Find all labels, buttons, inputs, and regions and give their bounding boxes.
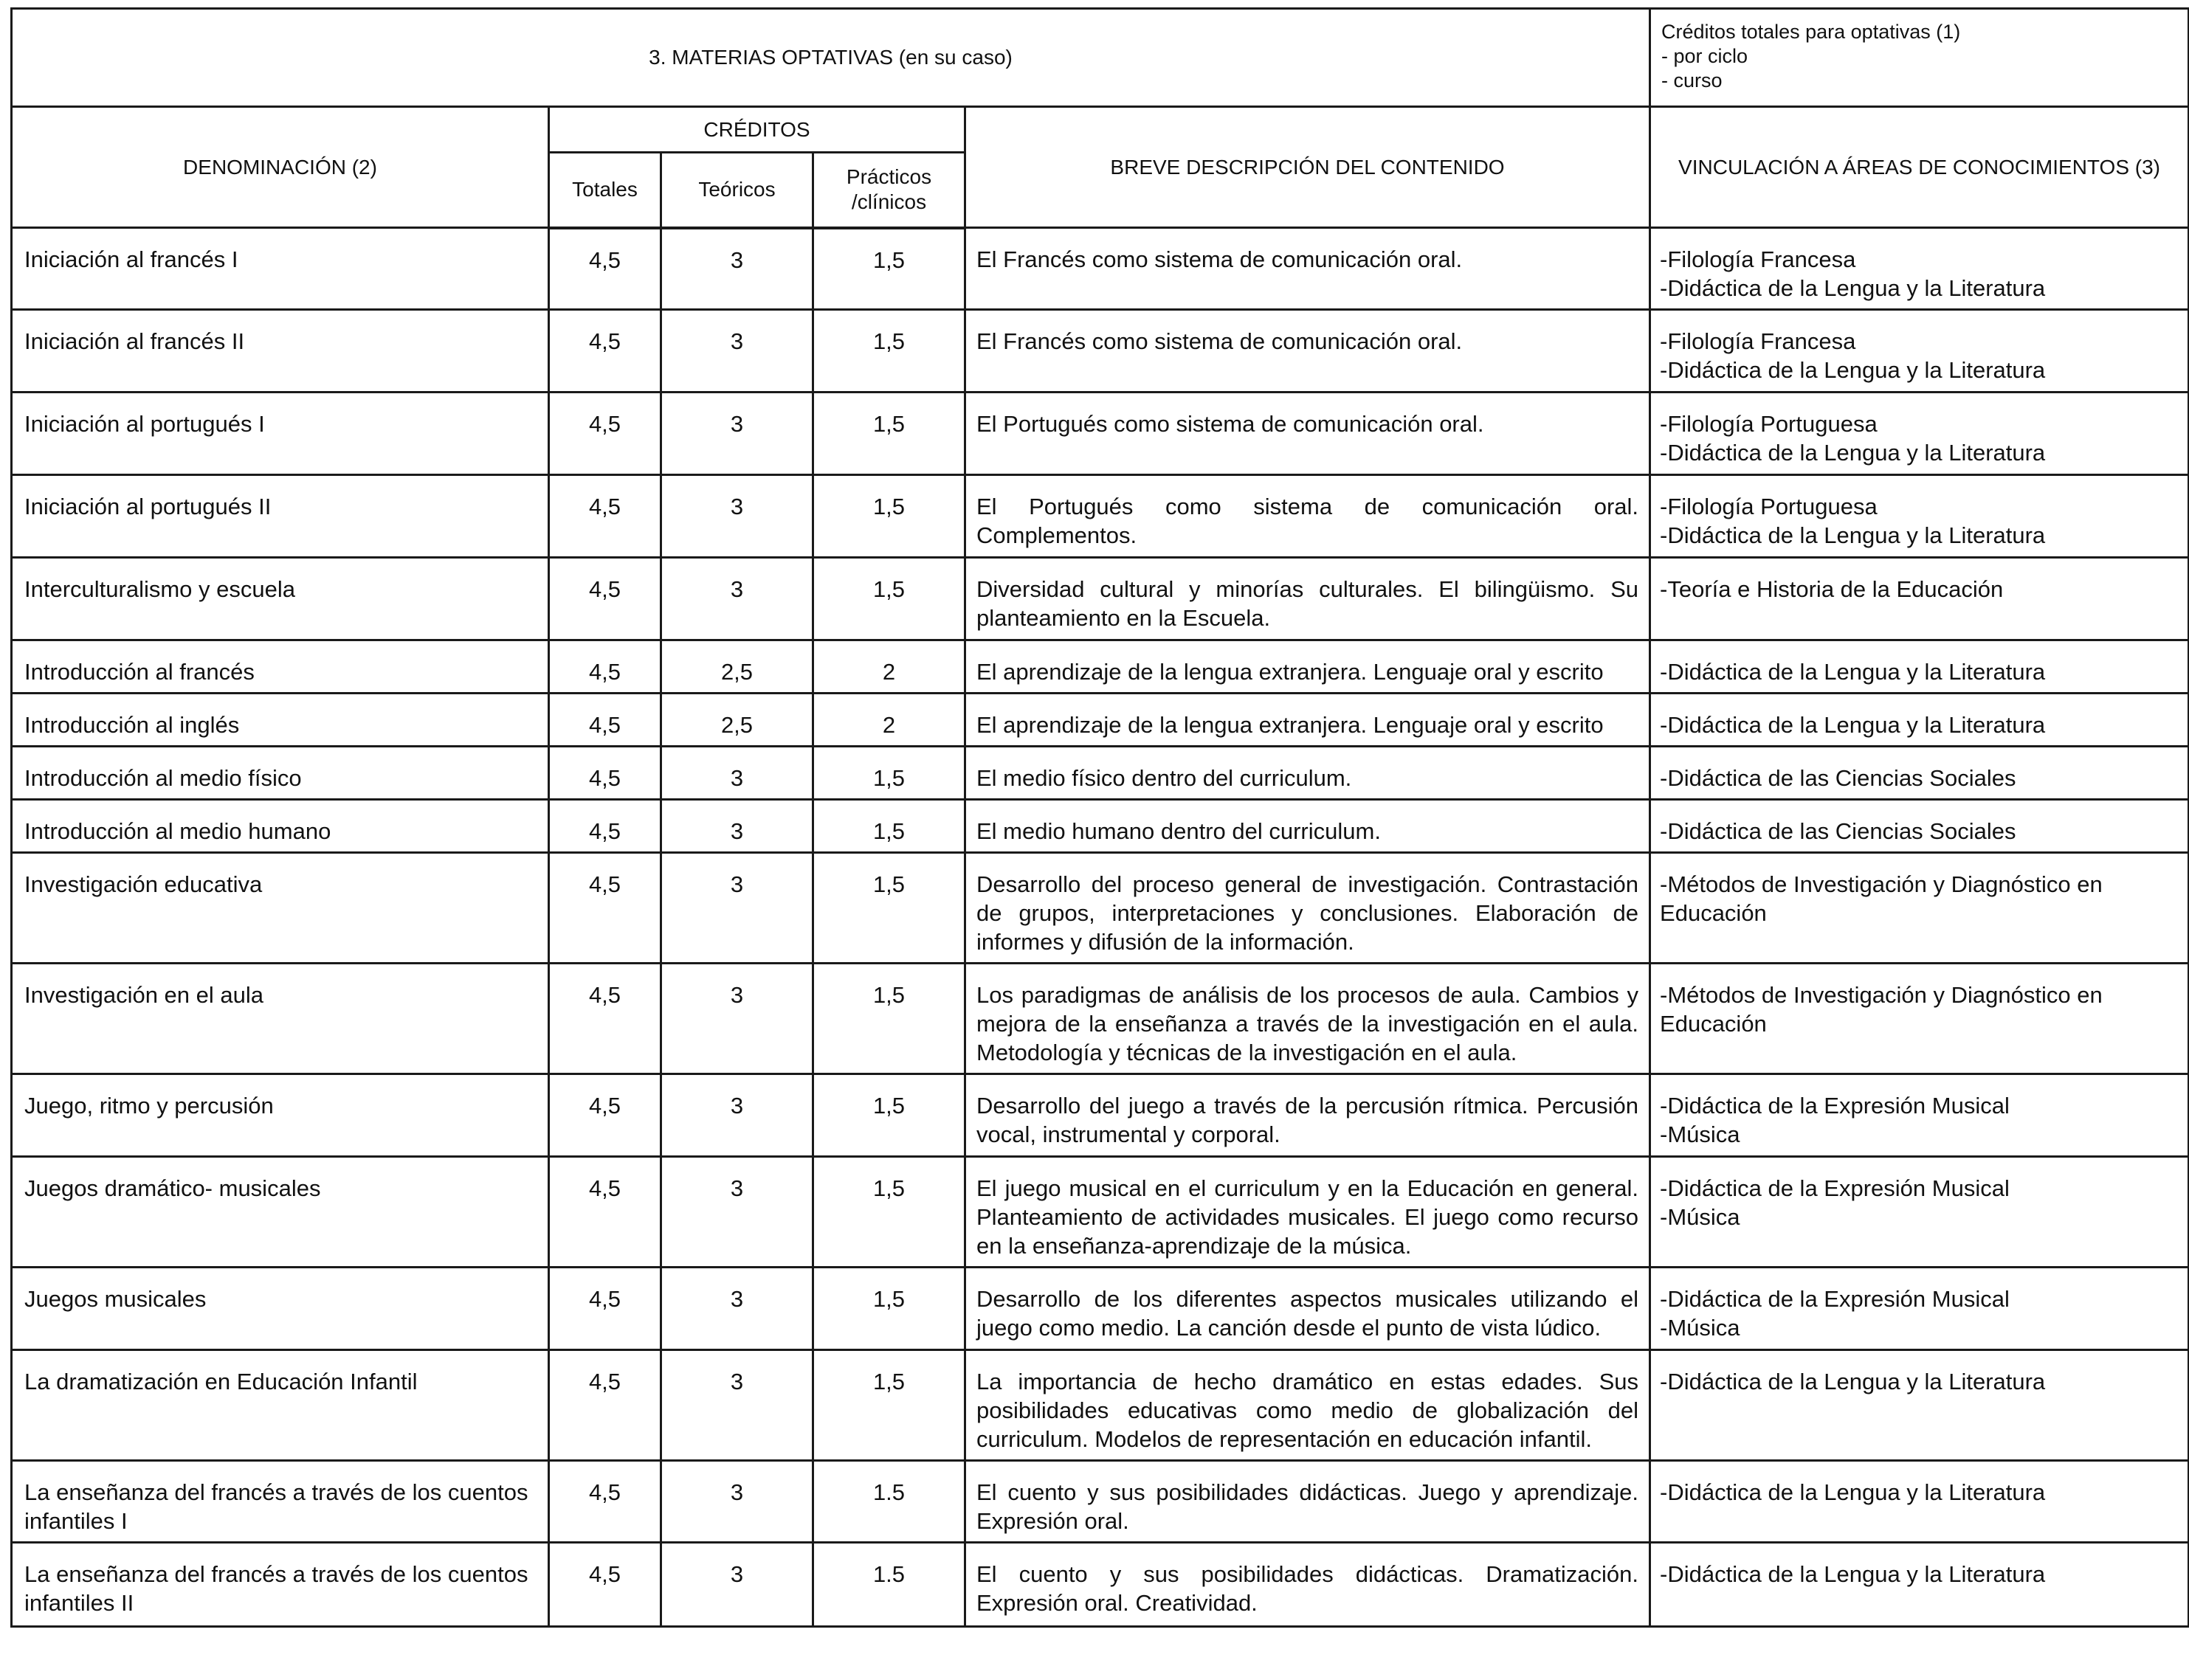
table-row	[12, 1461, 2189, 1543]
knowledge-areas	[1650, 1461, 2189, 1543]
credits-practicos: 1,5	[813, 1268, 965, 1350]
knowledge-areas	[1650, 640, 2189, 694]
credits-totales: 4,5	[549, 1543, 661, 1627]
table-row	[12, 475, 2189, 558]
knowledge-area: -Didáctica de las Ciencias Sociales	[1660, 818, 2016, 844]
table-row	[12, 1268, 2189, 1350]
knowledge-area: -Didáctica de las Ciencias Sociales	[1660, 765, 2016, 791]
knowledge-area: -Música	[1660, 1204, 1740, 1230]
credits-practicos: 2	[813, 640, 965, 694]
knowledge-area: -Didáctica de la Expresión Musical	[1660, 1093, 2010, 1119]
col-denominacion: DENOMINACIÓN (2)	[12, 107, 549, 228]
credits-totales: 4,5	[549, 1157, 661, 1268]
knowledge-area: -Didáctica de la Lengua y la Literatura	[1660, 1561, 2046, 1587]
subject-name: Introducción al medio humano	[12, 800, 549, 853]
credits-totales: 4,5	[549, 558, 661, 640]
credits-totales: 4,5	[549, 853, 661, 964]
credits-totales: 4,5	[549, 475, 661, 558]
document-page	[10, 7, 2188, 1628]
subject-description: El medio humano dentro del curriculum.	[965, 800, 1650, 853]
credits-totales: 4,5	[549, 393, 661, 475]
col-creditos: CRÉDITOS	[549, 107, 965, 153]
credits-teoricos: 3	[661, 1157, 813, 1268]
credits-totales: 4,5	[549, 1350, 661, 1461]
knowledge-area: -Métodos de Investigación y Diagnóstico en Educación	[1660, 871, 2103, 926]
knowledge-area: -Música	[1660, 1315, 1740, 1341]
credits-teoricos: 3	[661, 800, 813, 853]
knowledge-areas	[1650, 1543, 2189, 1627]
credits-practicos: 1,5	[813, 310, 965, 393]
table-row	[12, 558, 2189, 640]
subject-description: El cuento y sus posibilidades didácticas. Dramatización. Expresión oral. Creatividad.	[965, 1543, 1650, 1627]
knowledge-areas	[1650, 964, 2189, 1074]
knowledge-area: -Didáctica de la Lengua y la Literatura	[1660, 357, 2046, 383]
subject-name: La enseñanza del francés a través de los cuentos infantiles II	[12, 1543, 549, 1627]
knowledge-area: -Didáctica de la Lengua y la Literatura	[1660, 659, 2046, 685]
knowledge-areas	[1650, 393, 2189, 475]
subject-description: El Francés como sistema de comunicación oral.	[965, 228, 1650, 310]
section-header-row	[12, 9, 2189, 107]
credits-practicos: 1,5	[813, 393, 965, 475]
credits-practicos: 1,5	[813, 558, 965, 640]
knowledge-areas	[1650, 475, 2189, 558]
knowledge-areas	[1650, 558, 2189, 640]
credits-note-line: - curso	[1661, 69, 1723, 91]
table-row	[12, 640, 2189, 694]
credits-teoricos: 3	[661, 964, 813, 1074]
credits-totales: 4,5	[549, 228, 661, 310]
table-row	[12, 393, 2189, 475]
subject-description: El cuento y sus posibilidades didácticas. Juego y aprendizaje. Expresión oral.	[965, 1461, 1650, 1543]
credits-teoricos: 2,5	[661, 640, 813, 694]
knowledge-area: -Didáctica de la Lengua y la Literatura	[1660, 1369, 2046, 1394]
credits-totales: 4,5	[549, 747, 661, 800]
credits-practicos: 1.5	[813, 1543, 965, 1627]
credits-teoricos: 3	[661, 1461, 813, 1543]
subject-name: Juegos musicales	[12, 1268, 549, 1350]
column-header-row	[12, 107, 2189, 153]
credits-totales: 4,5	[549, 640, 661, 694]
subject-name: Juegos dramático- musicales	[12, 1157, 549, 1268]
knowledge-areas	[1650, 1157, 2189, 1268]
credits-totales: 4,5	[549, 964, 661, 1074]
credits-totales: 4,5	[549, 1268, 661, 1350]
col-descripcion: BREVE DESCRIPCIÓN DEL CONTENIDO	[965, 107, 1650, 228]
knowledge-area: -Didáctica de la Lengua y la Literatura	[1660, 275, 2046, 301]
credits-totales: 4,5	[549, 1461, 661, 1543]
knowledge-areas	[1650, 1074, 2189, 1157]
credits-totales: 4,5	[549, 800, 661, 853]
knowledge-area: -Filología Portuguesa	[1660, 494, 1878, 519]
credits-practicos: 1,5	[813, 800, 965, 853]
credits-practicos: 1,5	[813, 1350, 965, 1461]
col-vinculacion: VINCULACIÓN A ÁREAS DE CONOCIMIENTOS (3)	[1650, 107, 2189, 228]
subject-description: La importancia de hecho dramático en estas edades. Sus posibilidades educativas como medio de globalización del curriculum. Modelos de representación en educación infantil.	[965, 1350, 1650, 1461]
col-practicos: Prácticos /clínicos	[813, 153, 965, 228]
knowledge-areas	[1650, 747, 2189, 800]
subject-name: Iniciación al francés II	[12, 310, 549, 393]
credits-teoricos: 3	[661, 1350, 813, 1461]
table-row	[12, 310, 2189, 393]
credits-note	[1650, 9, 2189, 107]
table-row	[12, 853, 2189, 964]
knowledge-areas	[1650, 228, 2189, 310]
subject-description: El medio físico dentro del curriculum.	[965, 747, 1650, 800]
credits-teoricos: 3	[661, 747, 813, 800]
knowledge-area: -Didáctica de la Lengua y la Literatura	[1660, 522, 2046, 548]
optional-subjects-table	[10, 7, 2189, 1628]
knowledge-area: -Didáctica de la Lengua y la Literatura	[1660, 440, 2046, 466]
subject-description: El aprendizaje de la lengua extranjera. Lenguaje oral y escrito	[965, 640, 1650, 694]
subject-name: La enseñanza del francés a través de los cuentos infantiles I	[12, 1461, 549, 1543]
col-teoricos: Teóricos	[661, 153, 813, 228]
credits-teoricos: 3	[661, 1268, 813, 1350]
table-row	[12, 228, 2189, 310]
knowledge-area: -Didáctica de la Lengua y la Literatura	[1660, 1479, 2046, 1505]
table-row	[12, 747, 2189, 800]
knowledge-areas	[1650, 800, 2189, 853]
credits-teoricos: 3	[661, 228, 813, 310]
subject-description: El Portugués como sistema de comunicación oral. Complementos.	[965, 475, 1650, 558]
knowledge-area: -Didáctica de la Expresión Musical	[1660, 1286, 2010, 1312]
credits-teoricos: 3	[661, 853, 813, 964]
subject-description: Diversidad cultural y minorías culturales. El bilingüismo. Su planteamiento en la Escuela.	[965, 558, 1650, 640]
credits-practicos: 1,5	[813, 1074, 965, 1157]
subject-name: Iniciación al portugués I	[12, 393, 549, 475]
credits-totales: 4,5	[549, 310, 661, 393]
subject-description: El Francés como sistema de comunicación oral.	[965, 310, 1650, 393]
credits-note-line: Créditos totales para optativas (1)	[1661, 21, 1961, 43]
knowledge-area: -Filología Francesa	[1660, 328, 1856, 354]
credits-totales: 4,5	[549, 1074, 661, 1157]
table-row	[12, 964, 2189, 1074]
subject-name: Introducción al inglés	[12, 694, 549, 747]
subject-description: Desarrollo de los diferentes aspectos musicales utilizando el juego como medio. La canción desde el punto de vista lúdico.	[965, 1268, 1650, 1350]
knowledge-area: -Didáctica de la Expresión Musical	[1660, 1175, 2010, 1201]
knowledge-areas	[1650, 694, 2189, 747]
table-row	[12, 1157, 2189, 1268]
subject-name: Iniciación al portugués II	[12, 475, 549, 558]
subject-name: Investigación en el aula	[12, 964, 549, 1074]
subject-description: Los paradigmas de análisis de los procesos de aula. Cambios y mejora de la enseñanza a través de la investigación en el aula. Metodología y técnicas de la investigación en el aula.	[965, 964, 1650, 1074]
knowledge-area: -Filología Portuguesa	[1660, 411, 1878, 437]
subject-description: Desarrollo del proceso general de investigación. Contrastación de grupos, interpretaciones y conclusiones. Elaboración de informes y difusión de la información.	[965, 853, 1650, 964]
knowledge-area: -Didáctica de la Lengua y la Literatura	[1660, 712, 2046, 738]
credits-practicos: 1,5	[813, 1157, 965, 1268]
col-totales: Totales	[549, 153, 661, 228]
subject-description: Desarrollo del juego a través de la percusión rítmica. Percusión vocal, instrumental y corporal.	[965, 1074, 1650, 1157]
credits-practicos: 1,5	[813, 747, 965, 800]
subject-description: El juego musical en el curriculum y en la Educación en general. Planteamiento de actividades musicales. El juego como recurso en la enseñanza-aprendizaje de la música.	[965, 1157, 1650, 1268]
knowledge-areas	[1650, 853, 2189, 964]
subject-name: La dramatización en Educación Infantil	[12, 1350, 549, 1461]
subject-description: El Portugués como sistema de comunicación oral.	[965, 393, 1650, 475]
table-row	[12, 1350, 2189, 1461]
credits-practicos: 1,5	[813, 475, 965, 558]
table-row	[12, 800, 2189, 853]
knowledge-areas	[1650, 310, 2189, 393]
subject-name: Introducción al medio físico	[12, 747, 549, 800]
subject-name: Juego, ritmo y percusión	[12, 1074, 549, 1157]
knowledge-areas	[1650, 1350, 2189, 1461]
subject-name: Introducción al francés	[12, 640, 549, 694]
section-title: 3. MATERIAS OPTATIVAS (en su caso)	[12, 9, 1650, 107]
subject-name: Interculturalismo y escuela	[12, 558, 549, 640]
table-row	[12, 1074, 2189, 1157]
credits-note-line: - por ciclo	[1661, 45, 1748, 67]
credits-teoricos: 3	[661, 310, 813, 393]
credits-teoricos: 3	[661, 1074, 813, 1157]
credits-teoricos: 3	[661, 475, 813, 558]
subject-name: Investigación educativa	[12, 853, 549, 964]
credits-teoricos: 2,5	[661, 694, 813, 747]
knowledge-areas	[1650, 1268, 2189, 1350]
table-row	[12, 694, 2189, 747]
credits-practicos: 1,5	[813, 964, 965, 1074]
credits-practicos: 1,5	[813, 228, 965, 310]
credits-totales: 4,5	[549, 694, 661, 747]
knowledge-area: -Música	[1660, 1121, 1740, 1147]
table-row	[12, 1543, 2189, 1627]
credits-practicos: 1.5	[813, 1461, 965, 1543]
credits-teoricos: 3	[661, 393, 813, 475]
credits-teoricos: 3	[661, 1543, 813, 1627]
subject-description: El aprendizaje de la lengua extranjera. Lenguaje oral y escrito	[965, 694, 1650, 747]
subject-name: Iniciación al francés I	[12, 228, 549, 310]
credits-teoricos: 3	[661, 558, 813, 640]
credits-practicos: 2	[813, 694, 965, 747]
knowledge-area: -Filología Francesa	[1660, 246, 1856, 272]
knowledge-area: -Métodos de Investigación y Diagnóstico en Educación	[1660, 982, 2103, 1037]
knowledge-area: -Teoría e Historia de la Educación	[1660, 576, 2004, 602]
credits-practicos: 1,5	[813, 853, 965, 964]
